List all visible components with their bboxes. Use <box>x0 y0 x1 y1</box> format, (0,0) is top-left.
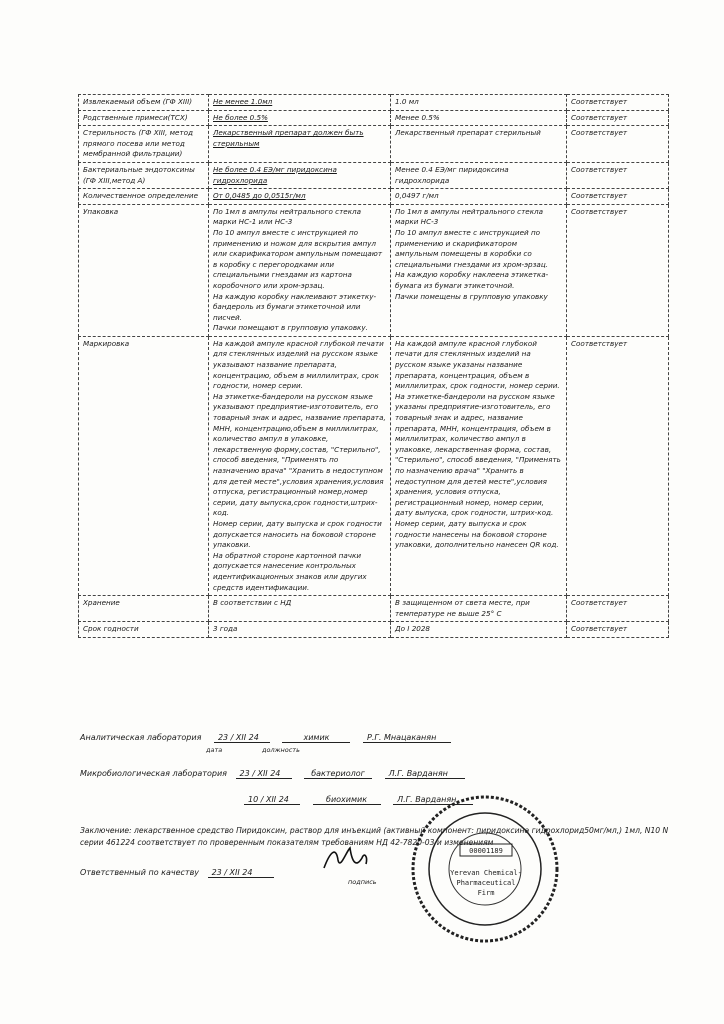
cell-param: Хранение <box>79 596 209 622</box>
cell-status: Соответствует <box>567 204 669 336</box>
table-row <box>79 336 669 595</box>
specification-table <box>78 94 669 638</box>
caption-role: должность <box>262 746 300 754</box>
cell-status: Соответствует <box>567 110 669 126</box>
cell-param: Извлекаемый объем (ГФ XIII) <box>79 95 209 111</box>
cell-norm: Не более 0.5% <box>209 110 391 126</box>
stamp-line1: Yerevan Chemical- <box>450 869 522 877</box>
table-row <box>79 126 669 163</box>
cell-result: Менее 0.5% <box>391 110 567 126</box>
cell-result: 1.0 мл <box>391 95 567 111</box>
caption-date: дата <box>206 746 223 754</box>
cell-norm: Не более 0.4 ЕЭ/мг пиридоксина гидрохлорида <box>209 162 391 188</box>
table-row <box>79 110 669 126</box>
stamp-line2: Pharmaceutical <box>456 879 516 887</box>
micro-date: 23 / XII 24 <box>236 769 292 779</box>
cell-result: На каждой ампуле красной глубокой печати для стеклянных изделий на русском языке указаны название препарата, концентрация, объем в миллилитрах, срок годности, номер серии. На этикетке-бандероли на русском языке указаны предприятие-изготовитель, его товарный знак и адрес, название препарата, МНН, концентрация, объем в миллилитрах, количество ампул в упаковке, лекарственная форма, состав, "Стерильно", способ введения, "Применять по назначению врача" "Хранить в недоступном для детей месте",условия хранения, условия отпуска, регистрационный номер, номер серии, дату выпуска, срок годности, штрих-код. Номер серии, дату выпуска и срок годности нанесены на боковой стороне упаковки, дополнительно нанесен QR код. <box>391 336 567 595</box>
cell-norm: От 0,0485 до 0,0515г/мл <box>209 189 391 205</box>
cell-result: Лекарственный препарат стерильный <box>391 126 567 163</box>
table-row <box>79 162 669 188</box>
responsible-date: 23 / XII 24 <box>208 868 274 878</box>
analytic-lab-label: Аналитическая лаборатория <box>80 733 202 742</box>
cell-status: Соответствует <box>567 596 669 622</box>
cell-status: Соответствует <box>567 162 669 188</box>
cell-norm: Не менее 1.0мл <box>209 95 391 111</box>
micro-name: Л.Г. Варданян <box>385 769 465 779</box>
cell-param: Бактериальные эндотоксины (ГФ XIII,метод А) <box>79 162 209 188</box>
cell-param: Срок годности <box>79 622 209 638</box>
cell-norm: Лекарственный препарат должен быть стерильным <box>209 126 391 163</box>
table-row <box>79 622 669 638</box>
bio-role: биохимик <box>313 795 381 805</box>
cell-param: Родственные примеси(ТСХ) <box>79 110 209 126</box>
cell-result: Менее 0.4 ЕЭ/мг пиридоксина гидрохлорида <box>391 162 567 188</box>
cell-param: Упаковка <box>79 204 209 336</box>
micro-lab-line <box>80 769 465 779</box>
company-seal <box>408 792 562 946</box>
bio-name: Л.Г. Варданян <box>393 795 473 805</box>
signature-scribble <box>316 842 376 874</box>
analytic-name: Р.Г. Мнацаканян <box>363 733 451 743</box>
cell-status: Соответствует <box>567 336 669 595</box>
responsible-label: Ответственный по качеству <box>80 868 200 877</box>
cell-status: Соответствует <box>567 126 669 163</box>
table-row <box>79 95 669 111</box>
bio-date: 10 / XII 24 <box>244 795 300 805</box>
table-row <box>79 204 669 336</box>
cell-result: До I 2028 <box>391 622 567 638</box>
responsible-line <box>80 868 274 878</box>
cell-norm: В соответствии с НД <box>209 596 391 622</box>
cell-norm: На каждой ампуле красной глубокой печати для стеклянных изделий на русском языке указывают название препарата, концентрацию, объем в миллилитрах, срок годности, номер серии. На этикетке-бандероли на русском языке указывают предприятие-изготовитель, его товарный знак и адрес, название препарата, МНН, концентрацию,объем в миллилитрах, количество ампул в упаковке, лекарственную форму,состав, "Стерильно", способ введения, "Применять по назначению врача" "Хранить в недоступном для детей месте",условия хранения,условия отпуска, регистрационный номер,номер серии, дату выпуска,срок годности,штрих-код. Номер серии, дату выпуска и срок годности допускается наносить на боковой стороне упаковки. На обратной стороне картонной пачки допускается нанесение контрольных идентификационных знаков или других средств идентификации. <box>209 336 391 595</box>
micro-lab-label: Микробиологическая лаборатория <box>80 769 227 778</box>
stamp-number: 00001189 <box>469 847 503 855</box>
table-row <box>79 189 669 205</box>
micro-role: бактериолог <box>304 769 372 779</box>
cell-result: В защищенном от света месте, при температуре не выше 25° С <box>391 596 567 622</box>
stamp-line3: Firm <box>477 889 495 897</box>
cell-status: Соответствует <box>567 95 669 111</box>
signature-caption: подпись <box>348 878 377 886</box>
cell-norm: 3 года <box>209 622 391 638</box>
cell-result: По 1мл в ампулы нейтрального стекла марки НС-3 По 10 ампул вместе с инструкцией по применению и скарификатором ампульным помещены в коробки со специальными гнездами из хром-эрзац. На каждую коробку наклеена этикетка-бумага из бумаги этикеточной. Пачки помещены в групповую упаковку <box>391 204 567 336</box>
cell-result: 0,0497 г/мл <box>391 189 567 205</box>
analytic-date: 23 / XII 24 <box>214 733 270 743</box>
conclusion-text: Заключение: лекарственное средство Пиридоксин, раствор для инъекций (активный компонент: пиридоксина гидрохлорид50мг/мл,) 1мл, N10 N серии 461224 соответствует по проверенным показателям требованиям НД 42-7820-03 и изменениям <box>80 826 669 847</box>
cell-param: Стерильность (ГФ XIII, метод прямого посева или метод мембранной фильтрации) <box>79 126 209 163</box>
cell-param: Количественное определение <box>79 189 209 205</box>
analytic-role: химик <box>282 733 350 743</box>
cell-status: Соответствует <box>567 189 669 205</box>
analytic-lab-line <box>80 733 451 743</box>
cell-norm: По 1мл в ампулы нейтрального стекла марки НС-1 или НС-3 По 10 ампул вместе с инструкцией по применению и ножом для вскрытия ампул или скарификатором ампульным помещают в коробку с перегородками или специальными гнездами из картона коробочного или хром-эрзац. На каждую коробку наклеивают этикетку-бандероль из бумаги этикеточной или писчей. Пачки помещают в групповую упаковку. <box>209 204 391 336</box>
table-row <box>79 596 669 622</box>
cell-param: Маркировка <box>79 336 209 595</box>
cell-status: Соответствует <box>567 622 669 638</box>
